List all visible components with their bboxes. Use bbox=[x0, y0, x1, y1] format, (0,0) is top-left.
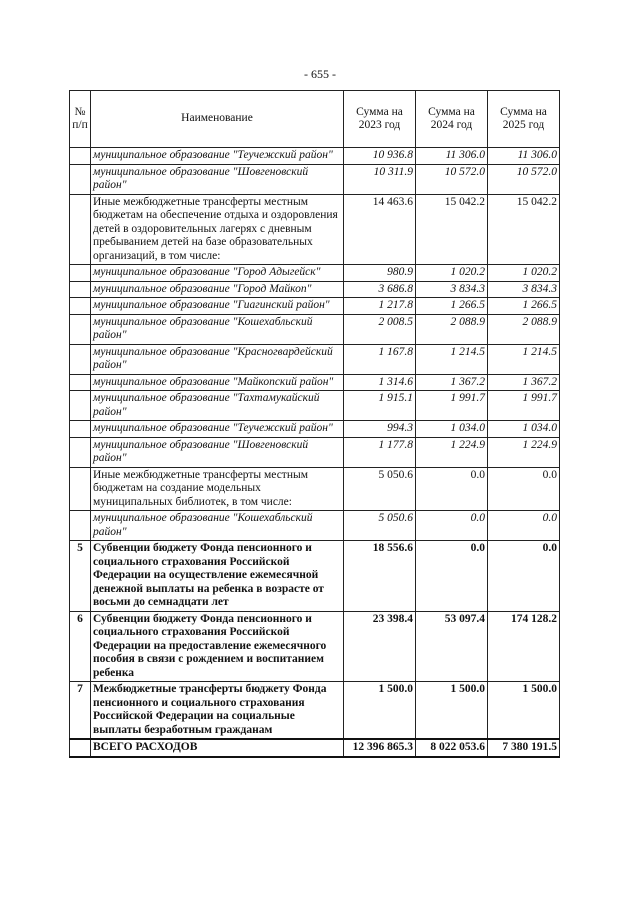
header-2024: Сумма на 2024 год bbox=[416, 91, 488, 148]
table-row: муниципальное образование "Кошехабльский район" 2 008.5 2 088.9 2 088.9 bbox=[70, 314, 560, 344]
table-row: муниципальное образование "Красногвардейский район" 1 167.8 1 214.5 1 214.5 bbox=[70, 344, 560, 374]
table-row: 7 Межбюджетные трансферты бюджету Фонда пенсионного и социального страхования Российской Федерации на социальные выплаты безработным гражданам 1 500.0 1 500.0 1 500.0 bbox=[70, 682, 560, 740]
header-2023: Сумма на 2023 год bbox=[344, 91, 416, 148]
table-row: Иные межбюджетные трансферты местным бюджетам на создание модельных муниципальных библиотек, в том числе: 5 050.6 0.0 0.0 bbox=[70, 467, 560, 511]
table-row: муниципальное образование "Кошехабльский район" 5 050.6 0.0 0.0 bbox=[70, 511, 560, 541]
header-name: Наименование bbox=[91, 91, 344, 148]
page-number: - 655 - bbox=[304, 67, 336, 81]
table-row: 5 Субвенции бюджету Фонда пенсионного и социального страхования Российской Федерации на осуществление ежемесячной денежной выплаты на ребенка в возрасте от восьми до семнадцати лет 18 556.6 0.0 0.0 bbox=[70, 541, 560, 612]
table-row: муниципальное образование "Теучежский район" 10 936.8 11 306.0 11 306.0 bbox=[70, 148, 560, 165]
table-row: муниципальное образование "Тахтамукайский район" 1 915.1 1 991.7 1 991.7 bbox=[70, 391, 560, 421]
table-row: муниципальное образование "Шовгеновский район" 10 311.9 10 572.0 10 572.0 bbox=[70, 164, 560, 194]
table-header-row bbox=[70, 91, 560, 148]
table-row: муниципальное образование "Шовгеновский район" 1 177.8 1 224.9 1 224.9 bbox=[70, 437, 560, 467]
table-row: муниципальное образование "Теучежский район" 994.3 1 034.0 1 034.0 bbox=[70, 421, 560, 438]
total-row: ВСЕГО РАСХОДОВ 12 396 865.3 8 022 053.6 7 380 191.5 bbox=[70, 739, 560, 757]
budget-table bbox=[69, 90, 560, 758]
table-row: муниципальное образование "Город Майкоп" 3 686.8 3 834.3 3 834.3 bbox=[70, 281, 560, 298]
table-row: муниципальное образование "Майкопский район" 1 314.6 1 367.2 1 367.2 bbox=[70, 374, 560, 391]
header-2025: Сумма на 2025 год bbox=[488, 91, 560, 148]
table-row: 6 Субвенции бюджету Фонда пенсионного и социального страхования Российской Федерации на предоставление ежемесячного пособия в связи с рождением и воспитанием ребенка 23 398.4 53 097.4 174 128.2 bbox=[70, 611, 560, 682]
table-row: муниципальное образование "Гиагинский район" 1 217.8 1 266.5 1 266.5 bbox=[70, 298, 560, 315]
table-row: муниципальное образование "Город Адыгейск" 980.9 1 020.2 1 020.2 bbox=[70, 265, 560, 282]
table-row: Иные межбюджетные трансферты местным бюджетам на обеспечение отдыха и оздоровления детей в оздоровительных лагерях с дневным пребыванием детей на базе образовательных организаций, в том числе: 14 463.6 15 042.2 15 042.2 bbox=[70, 194, 560, 265]
header-num: № п/п bbox=[70, 91, 91, 148]
